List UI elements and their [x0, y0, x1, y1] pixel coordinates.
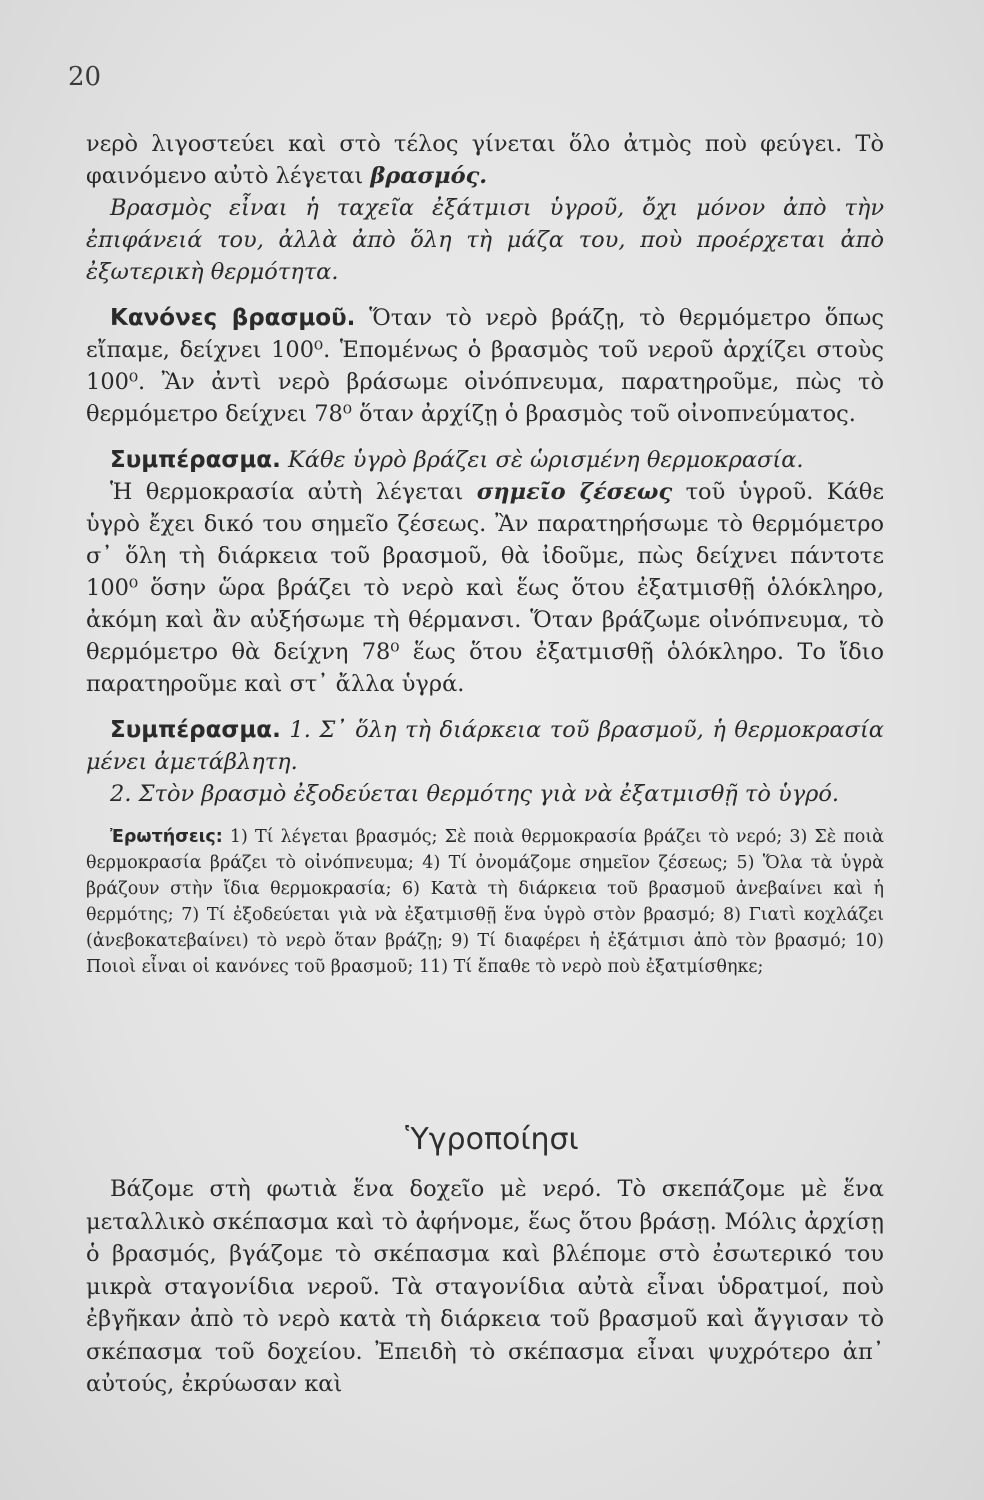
- rules-text: Ὅταν τὸ νερὸ βράζῃ, τὸ θερμόμετρο ὅπως εἴπαμε, δείχνει 100⁰. Ἑπομένως ὁ βρασμὸς τοῦ νεροῦ ἀρχίζει στοὺς 100⁰. Ἂν ἀντὶ νερὸ βράσωμε οἰνόπνευμα, παρατηροῦμε, πὼς τὸ θερμόμετρο δείχνει 78⁰ ὅταν ἀρχίζῃ ὁ βρασμὸς τοῦ οἰνοπνεύματος.: [86, 305, 885, 427]
- definition-paragraph: Βρασμὸς εἶναι ἡ ταχεῖα ἐξάτμισι ὑγροῦ, ὄχι μόνον ἀπὸ τὴν ἐπιφάνειά του, ἀλλὰ ἀπὸ ὅλη τὴ μάζα του, ποὺ προέρχεται ἀπὸ ἐξωτερικὴ θερμότητα.: [86, 195, 884, 285]
- conclusion-2-title: Συμπέρασμα.: [110, 717, 281, 743]
- boiling-point-text-b: τοῦ ὑγροῦ. Κάθε ὑγρὸ ἔχει δικό του σημεῖο ζέσεως. Ἂν παρατηρήσωμε τὸ θερμόμετρο σ᾽ ὅλη τὴ διάρκεια τοῦ βρασμοῦ, θὰ ἰδοῦμε, πὼς δείχνει πάντοτε 100⁰ ὅσην ὥρα βράζει τὸ νερὸ καὶ ἕως ὅτου ἐξατμισθῇ ὁλόκληρο, ἀκόμη καὶ ἂν αὐξήσωμε τὴ θέρμανσι. Ὅταν βράζωμε οἰνόπνευμα, τὸ θερμόμετρο θὰ δείχνη 78⁰ ἕως ὅτου ἐξατμισθῇ ὁλόκληρο. Το ἴδιο παρατηροῦμε καὶ στ᾽ ἄλλα ὑγρά.: [86, 479, 884, 697]
- conclusion-1-text: Κάθε ὑγρὸ βράζει σὲ ὡρισμένη θερμοκρασία.: [287, 447, 804, 473]
- conclusion-2-text: 1. Σ᾽ ὅλη τὴ διάρκεια τοῦ βρασμοῦ, ἡ θερμοκρασία μένει ἀμετάβλητη.: [86, 717, 884, 775]
- term-boiling-point: σημεῖο ζέσεως: [476, 479, 673, 505]
- questions-text: 1) Τί λέγεται βρασμός; Σὲ ποιὰ θερμοκρασία βράζει τὸ νερό; 3) Σὲ ποιὰ θερμοκρασία βράζει τὸ οἰνόπνευμα; 4) Τί ὀνομάζομε σημεῖον ζέσεως; 5) Ὅλα τὰ ὑγρὰ βράζουν στὴν ἴδια θερμοκρασία; 6) Κατὰ τὴ διάρκεια τοῦ βρασμοῦ ἀνεβαίνει καὶ ἡ θερμότης; 7) Τί ἐξοδεύεται γιὰ νὰ ἐξατμισθῇ ἕνα ὑγρὸ στὸν βρασμό; 8) Γιατὶ κοχλάζει (ἀνεβοκατεβαίνει) τὸ νερὸ ὅταν βράζῃ; 9) Τί διαφέρει ἡ ἐξάτμισι ἀπὸ τὸν βρασμό; 10) Ποιοὶ εἶναι οἱ κανόνες τοῦ βρασμοῦ; 11) Τί ἔπαθε τὸ νερὸ ποὺ ἐξατμίσθηκε;: [86, 827, 884, 977]
- paragraph-1-text: νερὸ λιγοστεύει καὶ στὸ τέλος γίνεται ὅλο ἀτμὸς ποὺ φεύγει. Τὸ φαινόμενο αὐτὸ λέγεται: [86, 131, 884, 189]
- conclusion-2: [86, 714, 884, 778]
- section-paragraph: Βάζομε στὴ φωτιὰ ἕνα δοχεῖο μὲ νερό. Τὸ σκεπάζομε μὲ ἕνα μεταλλικὸ σκέπασμα καὶ τὸ ἀφήνομε, ἕως ὅτου βράσῃ. Μόλις ἀρχίσῃ ὁ βρασμός, βγάζομε τὸ σκέπασμα καὶ βλέπομε στὸ ἐσωτερικό του μικρὰ σταγονίδια νεροῦ. Τὰ σταγονίδια αὐτὰ εἶναι ὑδρατμοί, ποὺ ἐβγῆκαν ἀπὸ τὸ νερὸ κατὰ τὴ διάρκεια τοῦ βρασμοῦ καὶ ἄγγισαν τὸ σκέπασμα τοῦ δοχείου. Ἐπειδὴ τὸ σκέπασμα εἶναι ψυχρότερο ἀπ᾽ αὐτούς, ἐκρύωσαν καὶ: [86, 1176, 884, 1397]
- section-heading: Ὑγροποίησι: [405, 1122, 579, 1157]
- conclusion-1-title: Συμπέρασμα.: [110, 447, 281, 473]
- questions-label: Ἐρωτήσεις:: [110, 827, 223, 847]
- page-number: 20: [68, 62, 102, 92]
- rules-title: Κανόνες βρασμοῦ.: [110, 305, 356, 331]
- boiling-point-text-a: Ἡ θερμοκρασία αὐτὴ λέγεται: [110, 479, 464, 505]
- section-text: [86, 1173, 884, 1401]
- term-brasmos: βρασμός.: [370, 163, 488, 189]
- boiling-point-paragraph: [86, 476, 884, 700]
- questions-paragraph: [86, 824, 884, 980]
- conclusion-1: [86, 444, 884, 476]
- rules-paragraph: [86, 302, 884, 430]
- main-text: [86, 128, 884, 980]
- paragraph-1: [86, 128, 884, 192]
- conclusion-2-point-2: 2. Στὸν βρασμὸ ἐξοδεύεται θερμότης γιὰ νὰ ἐξατμισθῇ τὸ ὑγρό.: [110, 781, 840, 807]
